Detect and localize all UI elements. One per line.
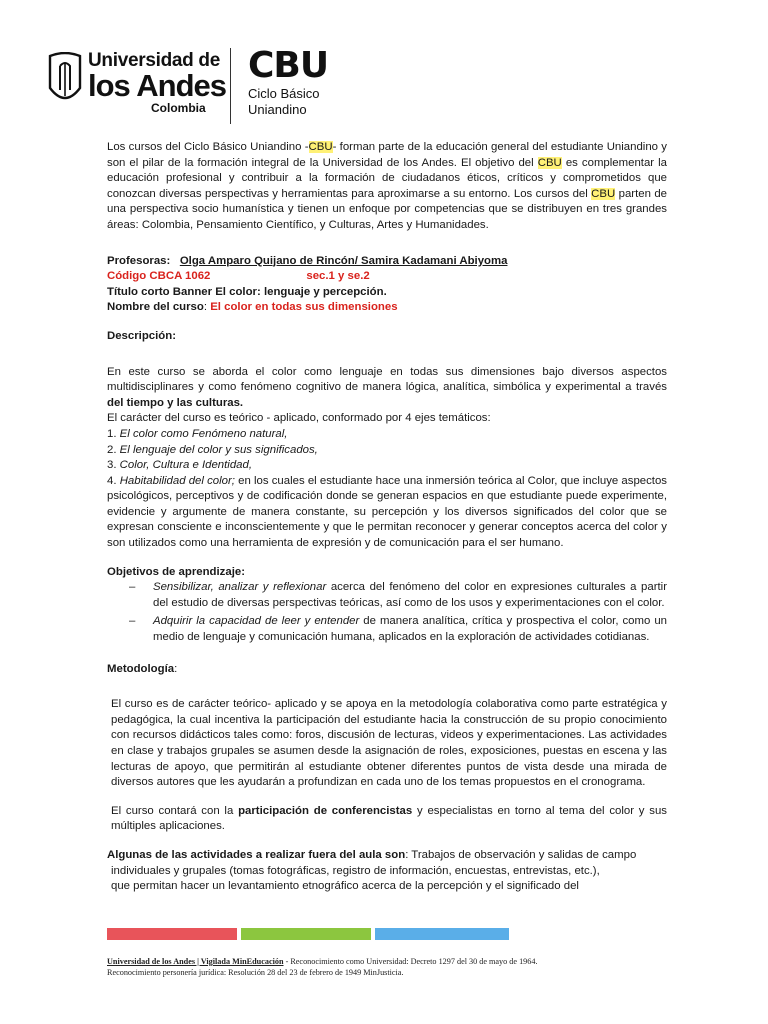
axis-text: Habitabilidad del color;	[119, 474, 235, 487]
intro-paragraph	[107, 140, 667, 234]
color-bar-green	[241, 928, 371, 940]
methodology-heading-line	[107, 662, 667, 678]
axis-text: El lenguaje del color y sus significados,	[119, 443, 318, 456]
methodology-bold-text: participación de conferencistas	[238, 804, 413, 817]
axis-text: Color, Cultura e Identidad,	[119, 459, 253, 472]
university-country: Colombia	[151, 101, 206, 115]
footer-accreditation: - Reconocimiento como Universidad: Decreto 1297 del 30 de mayo de 1964.	[283, 957, 538, 966]
cbu-subtitle-line2: Uniandino	[248, 102, 307, 117]
description-paragraph-1	[107, 365, 667, 412]
course-code-line	[107, 269, 667, 285]
page-footer	[107, 956, 667, 978]
intro-text-2: - forman parte de la educación general del estudiante Uniandino y son el pilar de la formación integral de la Universidad de los Andes. El objetivo del	[107, 141, 668, 169]
activities-line-2: individuales y grupales (tomas fotográficas, registro de información, encuestas, entrevistas, etc.),	[111, 864, 600, 877]
page-header	[48, 44, 348, 124]
intro-text-3: es complementar la educación profesional y contribuir a la formación de ciudadanos éticos, críticos y comprometidos que conozcan diversas perspectivas y herramientas para aproximarse a su entorno. Los cursos del	[107, 156, 667, 200]
activities-text: : Trabajos de observación y salidas de campo	[405, 848, 637, 861]
objective-text: acerca del fenómeno del color en expresiones culturales a partir del estudio de diversas perspectivas teóricas, así como de los usos y experimentaciones con el color.	[153, 581, 667, 609]
document-body	[107, 140, 667, 895]
short-title: Título corto Banner El color: lenguaje y percepción.	[107, 285, 387, 298]
description-text-1: En este curso se aborda el color como lenguaje en todas sus dimensiones bajo diversos aspectos multidisciplinares y como fenómeno cognitivo de manera lógica, analítica, simbólica y experimental a través	[107, 365, 667, 394]
course-name-label: Nombre del curso	[107, 301, 204, 314]
axis-item	[107, 427, 667, 443]
methodology-heading: Metodología	[107, 662, 175, 675]
objectives-heading: Objetivos de aprendizaje:	[107, 565, 245, 578]
list-item	[107, 614, 667, 645]
cbu-logo: CBU	[248, 45, 329, 86]
intro-text-1: Los cursos del Ciclo Básico Uniandino -	[107, 141, 309, 153]
cbu-highlight: CBU	[537, 156, 562, 169]
university-name-line1: Universidad de	[88, 50, 221, 71]
objective-text: de manera analítica, crítica y prospectiva el color, como un medio de lenguaje y comunicación humana, aplicados en la exploración de actividades cotidianas.	[153, 615, 667, 644]
course-name-colon: :	[203, 301, 211, 314]
description-paragraph-2: El carácter del curso es teórico - aplicado, conformado por 4 ejes temáticos:	[107, 412, 491, 425]
intro-text-4: parten de una perspectiva socio humanística y tienen un enfoque por competencias que se distribuyen en tres grandes áreas: Colombia, Pensamiento Científico, y Culturas, Artes y Humanidades.	[107, 187, 667, 231]
footer-institution: Universidad de los Andes | Vigilada MinEducación	[107, 957, 284, 966]
cbu-highlight: CBU	[308, 141, 333, 153]
university-name-line2: los Andes	[88, 68, 226, 103]
objective-italic: Adquirir la capacidad de leer y entender	[153, 615, 360, 628]
methodology-text-b: y especialistas en torno al tema del color y sus múltiples aplicaciones.	[111, 804, 667, 833]
color-bar-red	[107, 928, 237, 940]
course-name-line	[107, 300, 667, 316]
axis-item	[107, 458, 667, 474]
list-item	[107, 580, 667, 611]
professors-names: Olga Amparo Quijano de Rincón/ Samira Kadamani Abiyoma	[179, 254, 508, 267]
methodology-paragraph-1: El curso es de carácter teórico- aplicado y se apoya en la metodología colaborativa como parte estratégica y pedagógica, la cual incentiva la participación del estudiante hacia la construcción de su propio conocimiento con recursos didácticos tales como: foros, discusión de lecturas, videos y experimentaciones. Las actividades en clase y trabajos grupales se asumen desde la asignación de roles, exposiciones, puestas en escena y las lecturas de apoyo, que permitirán al estudiante obtener diferentes puntos de vista desde una mirada de diversos autores que les ayudarán a profundizan en cada uno de los temas propuestos en el cronograma.	[111, 698, 667, 789]
footer-line-2: Reconocimiento personería jurídica: Resolución 28 del 23 de febrero de 1949 MinJusticia.	[107, 968, 404, 977]
axis-number: 4.	[107, 474, 120, 487]
methodology-paragraph-2	[111, 804, 667, 835]
dash-bullet: –	[129, 581, 136, 594]
color-bar-blue	[375, 928, 509, 940]
axis-number: 2.	[107, 443, 120, 456]
axis-item	[107, 443, 667, 459]
professors-line	[107, 254, 667, 270]
description-text-3: en los cuales el estudiante hace una inmersión teórica al Color, que incluye aspectos psicológicos, perceptivos y de codificación donde se generan espacios en que estudiante puede experimente, evidencie y argumente de manera constante, su percepción y los diversos significados del color que se expresan consciente e inconscientemente y que le permitan reconocer y generar conceptos acerca del color y son utilizados como una herramienta de expresión y de comunicación para el ser humano.	[107, 474, 667, 550]
dash-bullet: –	[129, 615, 136, 628]
activities-bold-text: Algunas de las actividades a realizar fuera del aula son	[107, 848, 406, 861]
methodology-colon: :	[174, 662, 178, 675]
description-bold-text: del tiempo y las culturas.	[107, 396, 244, 409]
objectives-list	[107, 580, 667, 645]
methodology-text-a: El curso contará con la	[111, 804, 239, 817]
course-sections: sec.1 y se.2	[306, 270, 370, 283]
axis-text: El color como Fenómeno natural,	[119, 427, 288, 440]
cbu-highlight: CBU	[591, 187, 616, 200]
professors-label: Profesoras:	[107, 254, 171, 267]
axis-number: 3.	[107, 459, 120, 472]
course-code: Código CBCA 1062	[107, 270, 211, 283]
course-name: El color en todas sus dimensiones	[210, 301, 398, 314]
objective-italic: Sensibilizar, analizar y reflexionar	[153, 581, 327, 594]
footer-color-bars	[107, 928, 509, 940]
axis-item	[107, 474, 667, 552]
university-crest-icon	[48, 52, 82, 106]
activities-line-1	[107, 848, 667, 864]
activities-line-3: que permitan hacer un levantamiento etnográfico acerca de la percepción y el significado del	[111, 880, 579, 893]
axis-number: 1.	[107, 427, 120, 440]
logo-divider	[230, 48, 231, 124]
footer-line-1	[107, 956, 667, 967]
cbu-subtitle-line1: Ciclo Básico	[248, 86, 320, 101]
description-heading: Descripción:	[107, 329, 176, 342]
